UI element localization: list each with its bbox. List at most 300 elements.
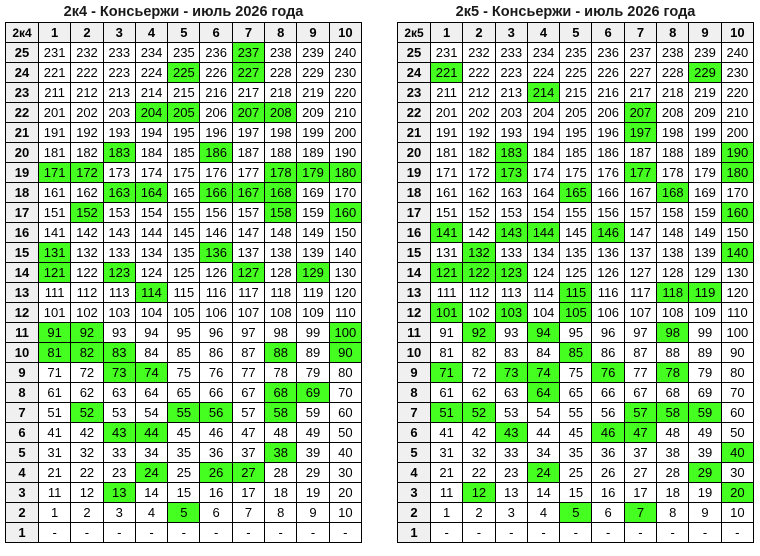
table-cell: 34 (527, 443, 559, 463)
table-cell: 237 (624, 43, 656, 63)
table-cell: 65 (560, 383, 592, 403)
row-label: 7 (6, 403, 39, 423)
table-cell-highlighted: 166 (200, 183, 232, 203)
table-cell: 173 (103, 163, 135, 183)
table-cell: 82 (463, 343, 495, 363)
table-cell: 33 (495, 443, 527, 463)
table-cell: 214 (135, 83, 167, 103)
table-row (6, 83, 362, 103)
table-cell: 167 (624, 183, 656, 203)
table-cell: 213 (103, 83, 135, 103)
table-cell-highlighted: 94 (527, 323, 559, 343)
table-cell: 21 (39, 463, 71, 483)
row-label: 15 (398, 243, 431, 263)
table-row (398, 463, 754, 483)
table-cell: 227 (624, 63, 656, 83)
table-cell: 149 (297, 223, 329, 243)
table-cell: 22 (71, 463, 103, 483)
table-cell: 48 (265, 423, 297, 443)
table-cell: 200 (721, 123, 753, 143)
table-cell: 120 (721, 283, 753, 303)
table-cell: 112 (71, 283, 103, 303)
table-cell: 143 (103, 223, 135, 243)
table-cell: 130 (721, 263, 753, 283)
table-cell: 216 (592, 83, 624, 103)
table-row (398, 363, 754, 383)
row-label: 23 (6, 83, 39, 103)
table-cell: 108 (657, 303, 689, 323)
table-cell: 10 (721, 503, 753, 523)
table-cell-highlighted: 180 (329, 163, 361, 183)
table-cell: 186 (592, 143, 624, 163)
table-cell: 170 (721, 183, 753, 203)
table-cell: 85 (168, 343, 200, 363)
table-cell: 99 (297, 323, 329, 343)
table-cell: 61 (39, 383, 71, 403)
table-cell: 9 (689, 503, 721, 523)
table-cell: 102 (463, 303, 495, 323)
table-cell-highlighted: 24 (135, 463, 167, 483)
column-header: 10 (721, 23, 753, 43)
table-cell: 41 (431, 423, 463, 443)
table-cell: 191 (39, 123, 71, 143)
table-row (6, 123, 362, 143)
table-cell: 181 (431, 143, 463, 163)
row-label: 15 (6, 243, 39, 263)
table-cell: 154 (527, 203, 559, 223)
table-cell-highlighted: 123 (103, 263, 135, 283)
table-cell: 217 (232, 83, 264, 103)
table-cell: 205 (560, 103, 592, 123)
table-cell: 138 (657, 243, 689, 263)
table-row (6, 103, 362, 123)
table-cell: 166 (592, 183, 624, 203)
table-cell: 179 (689, 163, 721, 183)
table-cell-highlighted: 68 (265, 383, 297, 403)
table-cell: 182 (71, 143, 103, 163)
table-cell-highlighted: 131 (39, 243, 71, 263)
table-cell-highlighted: 197 (624, 123, 656, 143)
table-cell: 138 (265, 243, 297, 263)
table-cell: 87 (624, 343, 656, 363)
table-cell-highlighted: 5 (168, 503, 200, 523)
table-cell-highlighted: 73 (103, 363, 135, 383)
table-cell: 49 (689, 423, 721, 443)
table-cell: 59 (297, 403, 329, 423)
table-cell: 69 (689, 383, 721, 403)
table-cell: - (463, 523, 495, 543)
table-cell: - (721, 523, 753, 543)
table-cell: 224 (527, 63, 559, 83)
table-cell: 170 (329, 183, 361, 203)
table-cell: 137 (624, 243, 656, 263)
table-cell: 107 (232, 303, 264, 323)
table-cell: 54 (527, 403, 559, 423)
table-cell: 223 (495, 63, 527, 83)
table-cell: 212 (463, 83, 495, 103)
table-cell: 7 (232, 503, 264, 523)
table-cell: 16 (592, 483, 624, 503)
table-cell: 201 (431, 103, 463, 123)
table-cell-highlighted: 73 (495, 363, 527, 383)
table-row (398, 183, 754, 203)
row-label: 4 (398, 463, 431, 483)
table-cell: 236 (200, 43, 232, 63)
table-cell: 189 (297, 143, 329, 163)
table-cell: 64 (135, 383, 167, 403)
table-cell: 128 (657, 263, 689, 283)
row-label: 13 (398, 283, 431, 303)
table-cell: 128 (265, 263, 297, 283)
row-label: 12 (398, 303, 431, 323)
table-cell: 177 (232, 163, 264, 183)
table-cell: 150 (329, 223, 361, 243)
table-cell: 119 (297, 283, 329, 303)
table-cell: 110 (329, 303, 361, 323)
table-cell: 112 (463, 283, 495, 303)
table-cell: 94 (135, 323, 167, 343)
table-cell: 206 (592, 103, 624, 123)
table-cell-highlighted: 121 (431, 263, 463, 283)
row-label: 25 (6, 43, 39, 63)
table-cell: 50 (721, 423, 753, 443)
table-cell-highlighted: 85 (560, 343, 592, 363)
table-cell: 175 (168, 163, 200, 183)
table-cell: 10 (329, 503, 361, 523)
table-cell: 196 (592, 123, 624, 143)
table-cell: 13 (495, 483, 527, 503)
table-cell: 6 (592, 503, 624, 523)
table-cell-highlighted: 158 (265, 203, 297, 223)
table-cell: 132 (71, 243, 103, 263)
table-cell: 204 (527, 103, 559, 123)
table-cell: 222 (71, 63, 103, 83)
table-cell: 91 (431, 323, 463, 343)
table-cell: 20 (329, 483, 361, 503)
column-header: 3 (103, 23, 135, 43)
row-label: 14 (398, 263, 431, 283)
table-cell: 116 (592, 283, 624, 303)
panel-2k5 (397, 0, 754, 543)
table-cell: 220 (329, 83, 361, 103)
table-cell-highlighted: 208 (265, 103, 297, 123)
table-cell: 60 (329, 403, 361, 423)
table-cell-highlighted: 186 (200, 143, 232, 163)
table-cell: 240 (329, 43, 361, 63)
apartment-grid-2k5 (397, 22, 754, 543)
row-label: 4 (6, 463, 39, 483)
row-label: 10 (6, 343, 39, 363)
table-cell-highlighted: 88 (265, 343, 297, 363)
table-cell: 220 (721, 83, 753, 103)
column-header: 7 (232, 23, 264, 43)
row-label: 11 (6, 323, 39, 343)
table-cell-highlighted: 29 (689, 463, 721, 483)
table-cell: 174 (135, 163, 167, 183)
table-cell: 80 (721, 363, 753, 383)
table-cell: 25 (560, 463, 592, 483)
table-row (6, 283, 362, 303)
table-cell: 215 (560, 83, 592, 103)
table-cell: 61 (431, 383, 463, 403)
table-cell: 48 (657, 423, 689, 443)
table-cell: 155 (168, 203, 200, 223)
table-cell: 213 (495, 83, 527, 103)
table-cell: 230 (329, 63, 361, 83)
table-row (6, 403, 362, 423)
table-cell-highlighted: 90 (329, 343, 361, 363)
row-label: 20 (6, 143, 39, 163)
table-cell: 163 (495, 183, 527, 203)
table-cell: 89 (689, 343, 721, 363)
table-cell: 67 (232, 383, 264, 403)
row-label: 8 (398, 383, 431, 403)
apartment-grid-2k4 (5, 22, 362, 543)
table-cell-highlighted: 71 (431, 363, 463, 383)
row-label: 6 (6, 423, 39, 443)
table-cell-highlighted: 190 (721, 143, 753, 163)
table-cell-highlighted: 163 (103, 183, 135, 203)
table-row (6, 63, 362, 83)
row-label: 16 (6, 223, 39, 243)
table-cell: 42 (71, 423, 103, 443)
table-cell: 51 (39, 403, 71, 423)
table-cell: 169 (689, 183, 721, 203)
table-cell: 217 (624, 83, 656, 103)
table-cell: 233 (495, 43, 527, 63)
table-cell-highlighted: 13 (103, 483, 135, 503)
row-label: 20 (398, 143, 431, 163)
table-cell: 14 (527, 483, 559, 503)
table-cell: 106 (200, 303, 232, 323)
table-cell-highlighted: 58 (657, 403, 689, 423)
table-cell: 1 (431, 503, 463, 523)
table-cell: 164 (527, 183, 559, 203)
table-cell-highlighted: 56 (200, 403, 232, 423)
table-cell: 79 (689, 363, 721, 383)
table-cell: 235 (560, 43, 592, 63)
corner-label: 2к5 (398, 23, 431, 43)
table-row (398, 103, 754, 123)
row-label: 1 (398, 523, 431, 543)
table-cell: 18 (265, 483, 297, 503)
table-row (398, 343, 754, 363)
table-cell: - (592, 523, 624, 543)
table-cell: 97 (232, 323, 264, 343)
table-cell: 114 (527, 283, 559, 303)
table-cell: 174 (527, 163, 559, 183)
table-cell: 34 (135, 443, 167, 463)
table-cell: 209 (297, 103, 329, 123)
table-cell: 49 (297, 423, 329, 443)
table-cell-highlighted: 141 (431, 223, 463, 243)
column-header: 5 (560, 23, 592, 43)
table-row (6, 243, 362, 263)
table-row (6, 383, 362, 403)
table-cell: 203 (103, 103, 135, 123)
column-header: 4 (527, 23, 559, 43)
table-cell: 70 (329, 383, 361, 403)
table-cell: 32 (71, 443, 103, 463)
column-header: 1 (39, 23, 71, 43)
table-row (6, 443, 362, 463)
table-cell: 116 (200, 283, 232, 303)
table-cell: 78 (265, 363, 297, 383)
table-cell-highlighted: 172 (71, 163, 103, 183)
table-cell: 218 (265, 83, 297, 103)
table-cell: 239 (689, 43, 721, 63)
table-cell: 187 (232, 143, 264, 163)
row-label: 18 (398, 183, 431, 203)
column-header: 7 (624, 23, 656, 43)
table-cell: - (232, 523, 264, 543)
table-cell: 185 (168, 143, 200, 163)
table-cell: 55 (560, 403, 592, 423)
table-cell: 225 (560, 63, 592, 83)
table-cell: 187 (624, 143, 656, 163)
table-cell: 238 (657, 43, 689, 63)
table-cell: 230 (721, 63, 753, 83)
table-cell: 66 (592, 383, 624, 403)
row-label: 21 (398, 123, 431, 143)
table-cell: 158 (657, 203, 689, 223)
table-cell: 96 (592, 323, 624, 343)
table-cell-highlighted: 27 (232, 463, 264, 483)
table-cell: 234 (527, 43, 559, 63)
table-row (6, 523, 362, 543)
table-cell: - (39, 523, 71, 543)
table-cell: 199 (689, 123, 721, 143)
table-cell-highlighted: 229 (689, 63, 721, 83)
table-row (398, 143, 754, 163)
table-cell: 41 (39, 423, 71, 443)
table-cell: 175 (560, 163, 592, 183)
table-cell: 153 (495, 203, 527, 223)
table-cell-highlighted: 12 (463, 483, 495, 503)
row-label: 18 (6, 183, 39, 203)
table-cell: 101 (39, 303, 71, 323)
table-cell: 156 (592, 203, 624, 223)
table-cell-highlighted: 205 (168, 103, 200, 123)
row-label: 3 (6, 483, 39, 503)
table-cell: 219 (297, 83, 329, 103)
header-row (398, 23, 754, 43)
table-cell: - (297, 523, 329, 543)
table-cell: 202 (463, 103, 495, 123)
table-cell-highlighted: 146 (592, 223, 624, 243)
table-cell: 133 (103, 243, 135, 263)
table-cell-highlighted: 168 (657, 183, 689, 203)
table-cell: 126 (200, 263, 232, 283)
table-row (6, 483, 362, 503)
table-cell: 137 (232, 243, 264, 263)
table-cell: 84 (527, 343, 559, 363)
table-cell: 201 (39, 103, 71, 123)
table-cell-highlighted: 173 (495, 163, 527, 183)
table-cell: 60 (721, 403, 753, 423)
table-cell: 39 (689, 443, 721, 463)
table-cell: 4 (135, 503, 167, 523)
table-cell-highlighted: 51 (431, 403, 463, 423)
table-cell: 162 (71, 183, 103, 203)
table-cell-highlighted: 168 (265, 183, 297, 203)
table-cell: 178 (657, 163, 689, 183)
table-cell: 67 (624, 383, 656, 403)
table-cell: 97 (624, 323, 656, 343)
table-cell: 56 (592, 403, 624, 423)
table-cell-highlighted: 44 (135, 423, 167, 443)
table-cell: 195 (560, 123, 592, 143)
table-cell-highlighted: 132 (463, 243, 495, 263)
table-cell: 239 (297, 43, 329, 63)
table-cell-highlighted: 221 (431, 63, 463, 83)
table-cell: 192 (71, 123, 103, 143)
table-cell-highlighted: 38 (265, 443, 297, 463)
table-cell: 125 (560, 263, 592, 283)
table-cell: 109 (689, 303, 721, 323)
column-header: 3 (495, 23, 527, 43)
table-cell: 103 (103, 303, 135, 323)
column-header: 5 (168, 23, 200, 43)
table-row (6, 363, 362, 383)
table-row (398, 303, 754, 323)
table-cell-highlighted: 58 (265, 403, 297, 423)
row-label: 10 (398, 343, 431, 363)
table-cell-highlighted: 171 (39, 163, 71, 183)
table-cell: 71 (39, 363, 71, 383)
table-cell-highlighted: 74 (527, 363, 559, 383)
table-row (398, 523, 754, 543)
table-cell: 27 (624, 463, 656, 483)
table-cell: 193 (103, 123, 135, 143)
table-cell: 199 (297, 123, 329, 143)
table-cell: 28 (657, 463, 689, 483)
table-cell: 181 (39, 143, 71, 163)
table-cell: 18 (657, 483, 689, 503)
table-cell: 98 (265, 323, 297, 343)
table-cell-highlighted: 204 (135, 103, 167, 123)
table-cell: 134 (527, 243, 559, 263)
table-cell-highlighted: 91 (39, 323, 71, 343)
row-label: 19 (398, 163, 431, 183)
table-cell: 57 (232, 403, 264, 423)
row-label: 8 (6, 383, 39, 403)
row-label: 16 (398, 223, 431, 243)
table-cell: - (200, 523, 232, 543)
table-cell: 211 (39, 83, 71, 103)
table-cell-highlighted: 92 (71, 323, 103, 343)
row-label: 24 (398, 63, 431, 83)
table-row (398, 423, 754, 443)
table-cell: 136 (592, 243, 624, 263)
table-cell-highlighted: 167 (232, 183, 264, 203)
table-cell: 95 (560, 323, 592, 343)
table-cell: 176 (200, 163, 232, 183)
table-cell: 192 (463, 123, 495, 143)
row-label: 12 (6, 303, 39, 323)
table-row (398, 383, 754, 403)
table-row (398, 43, 754, 63)
row-label: 19 (6, 163, 39, 183)
table-cell: 219 (689, 83, 721, 103)
table-cell: 197 (232, 123, 264, 143)
table-cell-highlighted: 214 (527, 83, 559, 103)
table-cell: 25 (168, 463, 200, 483)
table-row (398, 83, 754, 103)
table-cell: 3 (495, 503, 527, 523)
table-cell-highlighted: 69 (297, 383, 329, 403)
table-row (6, 223, 362, 243)
